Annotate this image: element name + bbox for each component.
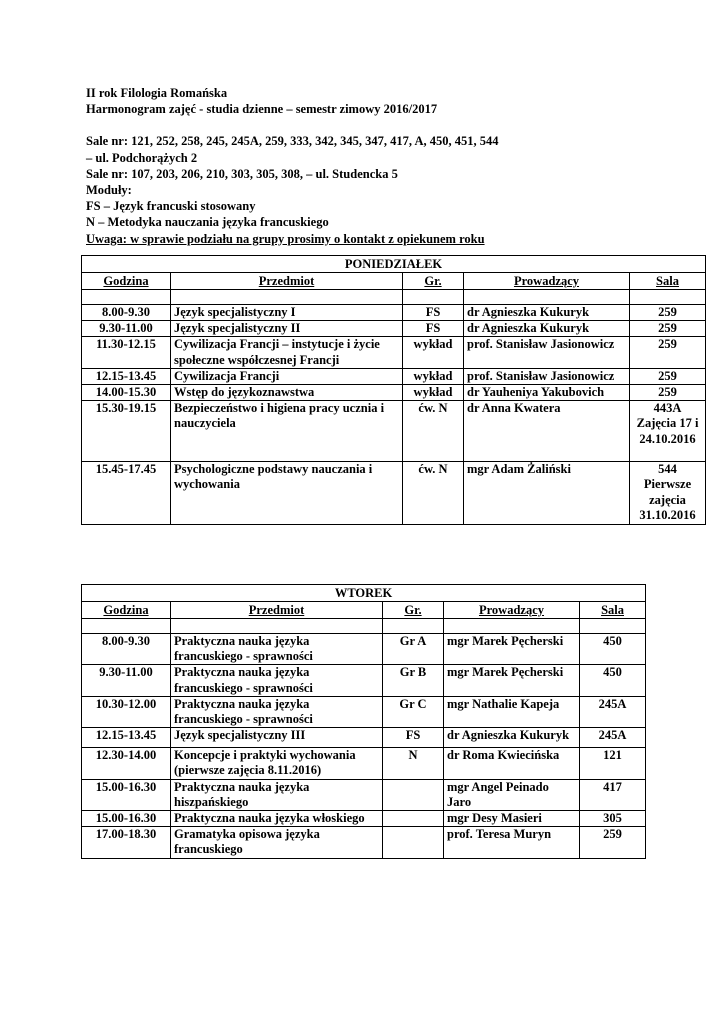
cell-group: Gr A: [383, 634, 444, 665]
cell-room: 259: [630, 337, 706, 368]
column-header-time: Godzina: [82, 602, 171, 619]
cell-teacher: dr Roma Kwiecińska: [444, 748, 580, 779]
cell-room: 450: [580, 665, 646, 696]
column-header-time: Godzina: [82, 273, 171, 290]
header-address-podchorazych: – ul. Podchorążych 2: [86, 150, 198, 165]
cell-teacher: mgr Marek Pęcherski: [444, 634, 580, 665]
cell-teacher: dr Agnieszka Kukuryk: [444, 728, 580, 748]
cell-group: [383, 779, 444, 810]
cell-subject: Język specjalistyczny II: [171, 321, 403, 337]
table-row: [82, 728, 646, 748]
header-schedule-title: Harmonogram zajęć - studia dzienne – semestr zimowy 2016/2017: [86, 102, 438, 117]
column-header-subject: Przedmiot: [171, 273, 403, 290]
cell-teacher: dr Agnieszka Kukuryk: [464, 305, 630, 321]
column-header-teacher: Prowadzący: [464, 273, 630, 290]
cell-subject: Język specjalistyczny I: [171, 305, 403, 321]
cell-time: 12.15-13.45: [82, 368, 171, 384]
spacer-row: [82, 619, 646, 634]
column-header-room: Sala: [580, 602, 646, 619]
document-header: [86, 85, 646, 247]
cell-subject: Praktyczna nauka języka francuskiego - sprawności: [171, 634, 383, 665]
cell-subject: Bezpieczeństwo i higiena pracy ucznia i nauczyciela: [171, 401, 403, 462]
cell-group: ćw. N: [403, 462, 464, 525]
table-row: [82, 634, 646, 665]
cell-group: [383, 811, 444, 827]
cell-room: 259: [630, 385, 706, 401]
header-modules-label: Moduły:: [86, 183, 132, 198]
cell-time: 17.00-18.30: [82, 827, 171, 858]
cell-teacher: prof. Stanisław Jasionowicz: [464, 337, 630, 368]
spacer-row: [82, 290, 706, 305]
cell-room: 443A Zajęcia 17 i 24.10.2016: [630, 401, 706, 462]
column-header-group: Gr.: [403, 273, 464, 290]
column-header-teacher: Prowadzący: [444, 602, 580, 619]
cell-time: 11.30-12.15: [82, 337, 171, 368]
cell-group: wykład: [403, 368, 464, 384]
cell-subject: Praktyczna nauka języka francuskiego - sprawności: [171, 665, 383, 696]
table-row: [82, 462, 706, 525]
cell-time: 14.00-15.30: [82, 385, 171, 401]
cell-time: 15.45-17.45: [82, 462, 171, 525]
cell-time: 8.00-9.30: [82, 305, 171, 321]
cell-room: 544 Pierwsze zajęcia 31.10.2016: [630, 462, 706, 525]
cell-teacher: dr Yauheniya Yakubovich: [464, 385, 630, 401]
monday-schedule-table: [81, 255, 706, 525]
cell-time: 15.00-16.30: [82, 811, 171, 827]
cell-room: 245A: [580, 728, 646, 748]
column-header-row: [82, 602, 646, 619]
cell-room: 245A: [580, 696, 646, 727]
cell-teacher: prof. Stanisław Jasionowicz: [464, 368, 630, 384]
table-row: [82, 305, 706, 321]
cell-time: 12.15-13.45: [82, 728, 171, 748]
cell-group: wykład: [403, 337, 464, 368]
column-header-room: Sala: [630, 273, 706, 290]
table-row: [82, 696, 646, 727]
column-header-group: Gr.: [383, 602, 444, 619]
cell-subject: Praktyczna nauka języka francuskiego - sprawności: [171, 696, 383, 727]
cell-subject: Cywilizacja Francji: [171, 368, 403, 384]
cell-teacher: mgr Desy Masieri: [444, 811, 580, 827]
day-title: WTOREK: [82, 585, 646, 602]
header-program: II rok Filologia Romańska: [86, 86, 228, 100]
cell-time: 10.30-12.00: [82, 696, 171, 727]
column-header-row: [82, 273, 706, 290]
cell-teacher: mgr Nathalie Kapeja: [444, 696, 580, 727]
header-rooms-studencka: Sale nr: 107, 203, 206, 210, 303, 305, 308, – ul. Studencka 5: [86, 166, 398, 181]
cell-subject: Psychologiczne podstawy nauczania i wychowania: [171, 462, 403, 525]
cell-group: FS: [403, 321, 464, 337]
cell-time: 9.30-11.00: [82, 321, 171, 337]
table-row: [82, 337, 706, 368]
cell-subject: Praktyczna nauka języka włoskiego: [171, 811, 383, 827]
header-module-fs: FS – Język francuski stosowany: [86, 199, 256, 214]
cell-time: 12.30-14.00: [82, 748, 171, 779]
cell-group: [383, 827, 444, 858]
cell-group: ćw. N: [403, 401, 464, 462]
cell-time: 8.00-9.30: [82, 634, 171, 665]
cell-group: Gr B: [383, 665, 444, 696]
table-row: [82, 665, 646, 696]
table-row: [82, 401, 706, 462]
cell-group: Gr C: [383, 696, 444, 727]
cell-room: 417: [580, 779, 646, 810]
cell-subject: Koncepcje i praktyki wychowania (pierwsze zajęcia 8.11.2016): [171, 748, 383, 779]
header-module-n: N – Metodyka nauczania języka francuskiego: [86, 215, 329, 230]
table-title-row: [82, 585, 646, 602]
cell-room: 305: [580, 811, 646, 827]
cell-group: FS: [383, 728, 444, 748]
column-header-subject: Przedmiot: [171, 602, 383, 619]
cell-teacher: mgr Adam Żaliński: [464, 462, 630, 525]
cell-room: 259: [630, 305, 706, 321]
table-row: [82, 811, 646, 827]
cell-group: FS: [403, 305, 464, 321]
day-title: PONIEDZIAŁEK: [82, 256, 706, 273]
table-row: [82, 385, 706, 401]
tuesday-schedule-table: [81, 584, 646, 859]
cell-teacher: dr Anna Kwatera: [464, 401, 630, 462]
table-title-row: [82, 256, 706, 273]
cell-room: 259: [630, 321, 706, 337]
table-row: [82, 321, 706, 337]
cell-teacher: mgr Angel Peinado Jaro: [444, 779, 580, 810]
cell-room: 121: [580, 748, 646, 779]
header-rooms-podchorazych: Sale nr: 121, 252, 258, 245, 245A, 259, 333, 342, 345, 347, 417, A, 450, 451, 544: [86, 134, 499, 149]
cell-subject: Cywilizacja Francji – instytucje i życie społeczne współczesnej Francji: [171, 337, 403, 368]
cell-room: 450: [580, 634, 646, 665]
cell-subject: Praktyczna nauka języka hiszpańskiego: [171, 779, 383, 810]
table-row: [82, 779, 646, 810]
cell-teacher: prof. Teresa Muryn: [444, 827, 580, 858]
table-row: [82, 748, 646, 779]
cell-time: 15.00-16.30: [82, 779, 171, 810]
table-row: [82, 827, 646, 858]
cell-subject: Język specjalistyczny III: [171, 728, 383, 748]
cell-teacher: mgr Marek Pęcherski: [444, 665, 580, 696]
cell-group: wykład: [403, 385, 464, 401]
cell-subject: Wstęp do językoznawstwa: [171, 385, 403, 401]
cell-group: N: [383, 748, 444, 779]
header-note: Uwaga: w sprawie podziału na grupy prosimy o kontakt z opiekunem roku: [86, 231, 485, 246]
cell-room: 259: [580, 827, 646, 858]
cell-subject: Gramatyka opisowa języka francuskiego: [171, 827, 383, 858]
cell-time: 9.30-11.00: [82, 665, 171, 696]
cell-room: 259: [630, 368, 706, 384]
table-row: [82, 368, 706, 384]
cell-time: 15.30-19.15: [82, 401, 171, 462]
cell-teacher: dr Agnieszka Kukuryk: [464, 321, 630, 337]
